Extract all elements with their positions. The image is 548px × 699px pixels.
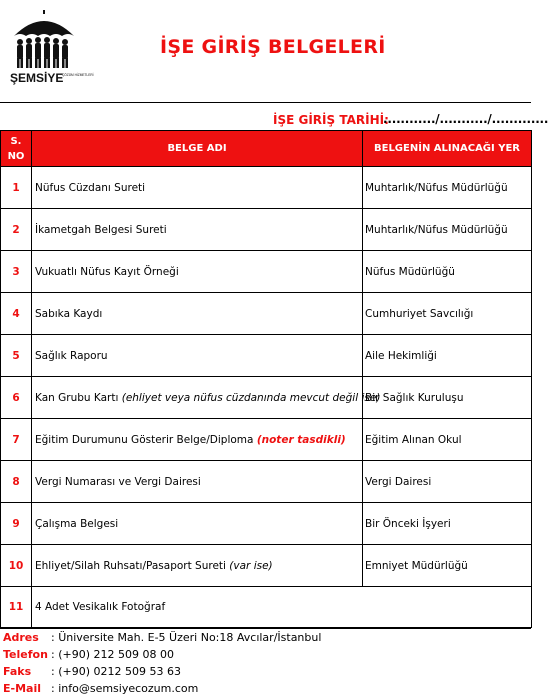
document-place: Emniyet Müdürlüğü [363, 545, 532, 587]
table-row [1, 545, 532, 587]
documents-table [0, 130, 532, 628]
document-place: Muhtarlık/Nüfus Müdürlüğü [363, 209, 532, 251]
document-name [32, 209, 363, 251]
logo-subtext: ÇÖZÜM HİZMETLERİ [62, 73, 94, 77]
umbrella-people-icon [8, 10, 94, 90]
table-row [1, 419, 532, 461]
phone-label: Telefon [3, 648, 48, 661]
row-number: 11 [1, 587, 32, 628]
semsiye-logo [8, 10, 94, 90]
fax-label: Faks [3, 665, 32, 678]
table-row [1, 167, 532, 209]
phone-value: : (+90) 212 509 08 00 [51, 648, 174, 661]
page-title: İŞE GİRİŞ BELGELERİ [160, 36, 386, 58]
table-row [1, 293, 532, 335]
entry-date-label: İŞE GİRİŞ TARİHİ: [273, 113, 389, 127]
document-name [32, 503, 363, 545]
header-document: BELGE ADI [32, 131, 363, 167]
document-note: (var ise) [229, 559, 273, 572]
fax-row [3, 665, 181, 681]
fax-value: : (+90) 0212 509 53 63 [51, 665, 181, 678]
logo-text: ŞEMSİYE [10, 71, 64, 85]
document-name [32, 293, 363, 335]
row-number: 6 [1, 377, 32, 419]
document-name-text: Nüfus Cüzdanı Sureti [35, 181, 146, 194]
table-row [1, 335, 532, 377]
address-label: Adres [3, 631, 39, 644]
table-row [1, 503, 532, 545]
table-row [1, 461, 532, 503]
phone-row [3, 648, 174, 664]
table-row [1, 251, 532, 293]
document-place: Eğitim Alınan Okul [363, 419, 532, 461]
row-number: 8 [1, 461, 32, 503]
row-number: 5 [1, 335, 32, 377]
email-row [3, 682, 198, 698]
header-no: S. NO [1, 131, 32, 167]
document-name-text: Ehliyet/Silah Ruhsatı/Pasaport Sureti [35, 559, 230, 572]
document-name-text: Eğitim Durumunu Gösterir Belge/Diploma [35, 433, 257, 446]
document-name [32, 335, 363, 377]
document-place: Nüfus Müdürlüğü [363, 251, 532, 293]
address-row [3, 631, 321, 647]
document-name [32, 167, 363, 209]
document-name-text: Kan Grubu Kartı [35, 391, 122, 404]
email-value[interactable]: : info@semsiyecozum.com [51, 682, 199, 695]
document-place: Muhtarlık/Nüfus Müdürlüğü [363, 167, 532, 209]
contact-footer [0, 628, 531, 699]
entry-date-blank: ............/.........../............. [383, 112, 548, 126]
document-name [32, 251, 363, 293]
table-row [1, 587, 532, 628]
document-place: Vergi Dairesi [363, 461, 532, 503]
table-row [1, 377, 532, 419]
email-label: E-Mail [3, 682, 41, 695]
document-name [32, 587, 532, 628]
document-name-text: Sabıka Kaydı [35, 307, 103, 320]
row-number: 2 [1, 209, 32, 251]
row-number: 7 [1, 419, 32, 461]
document-place: Bir Önceki İşyeri [363, 503, 532, 545]
document-place: Bir Sağlık Kuruluşu [363, 377, 532, 419]
document-place: Aile Hekimliği [363, 335, 532, 377]
entry-date-row [0, 112, 548, 130]
table-header-row [1, 131, 532, 167]
document-note: (ehliyet veya nüfus cüzdanında mevcut değil ise) [121, 391, 381, 404]
document-place: Cumhuriyet Savcılığı [363, 293, 532, 335]
row-number: 4 [1, 293, 32, 335]
row-number: 10 [1, 545, 32, 587]
row-number: 1 [1, 167, 32, 209]
row-number: 9 [1, 503, 32, 545]
document-name [32, 377, 381, 419]
document-name-text: İkametgah Belgesi Sureti [35, 223, 167, 236]
table-row [1, 209, 532, 251]
document-name-text: Çalışma Belgesi [35, 517, 119, 530]
header-place: BELGENİN ALINACAĞI YER [363, 131, 532, 167]
document-note: (noter tasdikli) [256, 433, 346, 446]
document-name-text: Sağlık Raporu [35, 349, 108, 362]
document-name-text: 4 Adet Vesikalık Fotoğraf [35, 601, 166, 613]
address-value: : Üniversite Mah. E-5 Üzeri No:18 Avcılar/İstanbul [51, 631, 322, 644]
document-name-text: Vergi Numarası ve Vergi Dairesi [35, 475, 201, 488]
document-header [0, 0, 531, 103]
document-name-text: Vukuatlı Nüfus Kayıt Örneği [35, 265, 179, 278]
document-name [32, 545, 363, 587]
row-number: 3 [1, 251, 32, 293]
document-name [32, 461, 363, 503]
document-name [32, 419, 363, 461]
